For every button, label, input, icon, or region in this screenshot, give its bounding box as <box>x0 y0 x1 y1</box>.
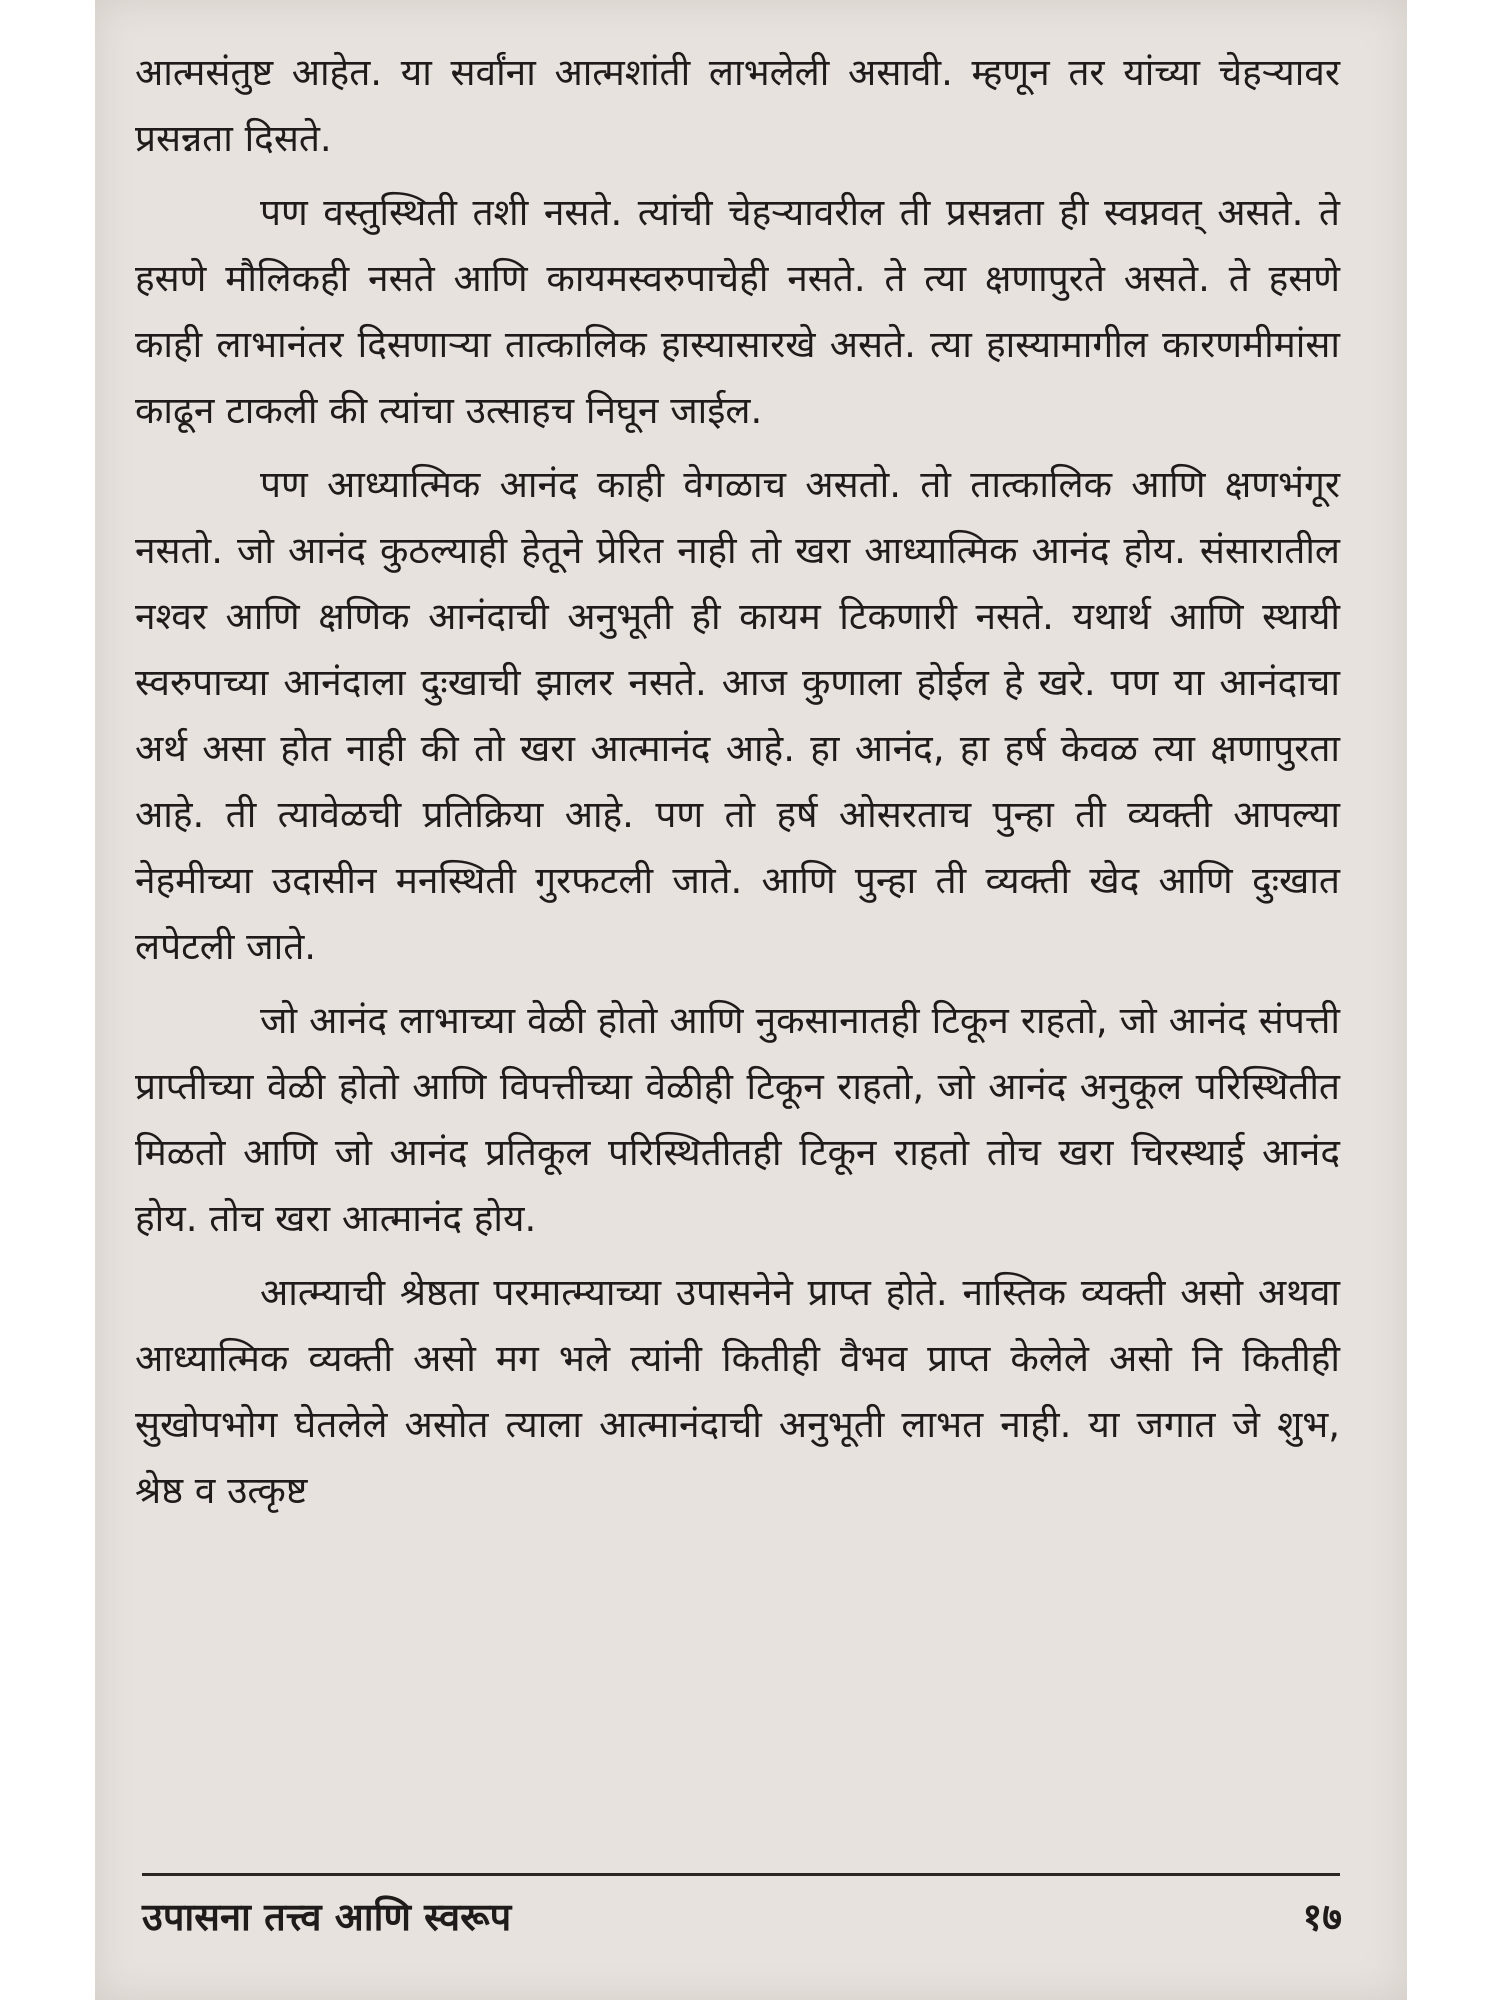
body-text <box>135 40 1340 1532</box>
footer-divider <box>142 1873 1340 1876</box>
paragraph-4: जो आनंद लाभाच्या वेळी होतो आणि नुकसानातही टिकून राहतो, जो आनंद संपत्ती प्राप्तीच्या वेळी होतो आणि विपत्तीच्या वेळीही टिकून राहतो, जो आनंद अनुकूल परिस्थितीत मिळतो आणि जो आनंद प्रतिकूल परिस्थितीतही टिकून राहतो तोच खरा चिरस्थाई आनंद होय. तोच खरा आत्मानंद होय. <box>135 999 1340 1240</box>
paragraph-1: आत्मसंतुष्ट आहेत. या सर्वांना आत्मशांती लाभलेली असावी. म्हणून तर यांच्या चेहऱ्यावर प्रसन्नता दिसते. <box>135 51 1340 160</box>
page-number: १७ <box>1302 1895 1342 1939</box>
paragraph-5: आत्म्याची श्रेष्ठता परमात्म्याच्या उपासनेने प्राप्त होते. नास्तिक व्यक्ती असो अथवा आध्यात्मिक व्यक्ती असो मग भले त्यांनी कितीही वैभव प्राप्त केलेले असो नि कितीही सुखोपभोग घेतलेले असोत त्याला आत्मानंदाची अनुभूती लाभत नाही. या जगात जे शुभ, श्रेष्ठ व उत्कृष्ट <box>135 1271 1340 1512</box>
paragraph-3: पण आध्यात्मिक आनंद काही वेगळाच असतो. तो तात्कालिक आणि क्षणभंगूर नसतो. जो आनंद कुठल्याही हेतूने प्रेरित नाही तो खरा आध्यात्मिक आनंद होय. संसारातील नश्वर आणि क्षणिक आनंदाची अनुभूती ही कायम टिकणारी नसते. यथार्थ आणि स्थायी स्वरुपाच्या आनंदाला दुःखाची झालर नसते. आज कुणाला होईल हे खरे. पण या आनंदाचा अर्थ असा होत नाही की तो खरा आत्मानंद आहे. हा आनंद, हा हर्ष केवळ त्या क्षणापुरता आहे. ती त्यावेळची प्रतिक्रिया आहे. पण तो हर्ष ओसरताच पुन्हा ती व्यक्ती आपल्या नेहमीच्या उदासीन मनस्थिती गुरफटली जाते. आणि पुन्हा ती व्यक्ती खेद आणि दुःखात लपेटली जाते. <box>135 463 1340 968</box>
running-footer-title: उपासना तत्त्व आणि स्वरूप <box>142 1895 512 1939</box>
book-page <box>95 0 1407 2000</box>
paragraph-2: पण वस्तुस्थिती तशी नसते. त्यांची चेहऱ्यावरील ती प्रसन्नता ही स्वप्नवत् असते. ते हसणे मौलिकही नसते आणि कायमस्वरुपाचेही नसते. ते त्या क्षणापुरते असते. ते हसणे काही लाभानंतर दिसणाऱ्या तात्कालिक हास्यासारखे असते. त्या हास्यामागील कारणमीमांसा काढून टाकली की त्यांचा उत्साहच निघून जाईल. <box>135 191 1340 432</box>
